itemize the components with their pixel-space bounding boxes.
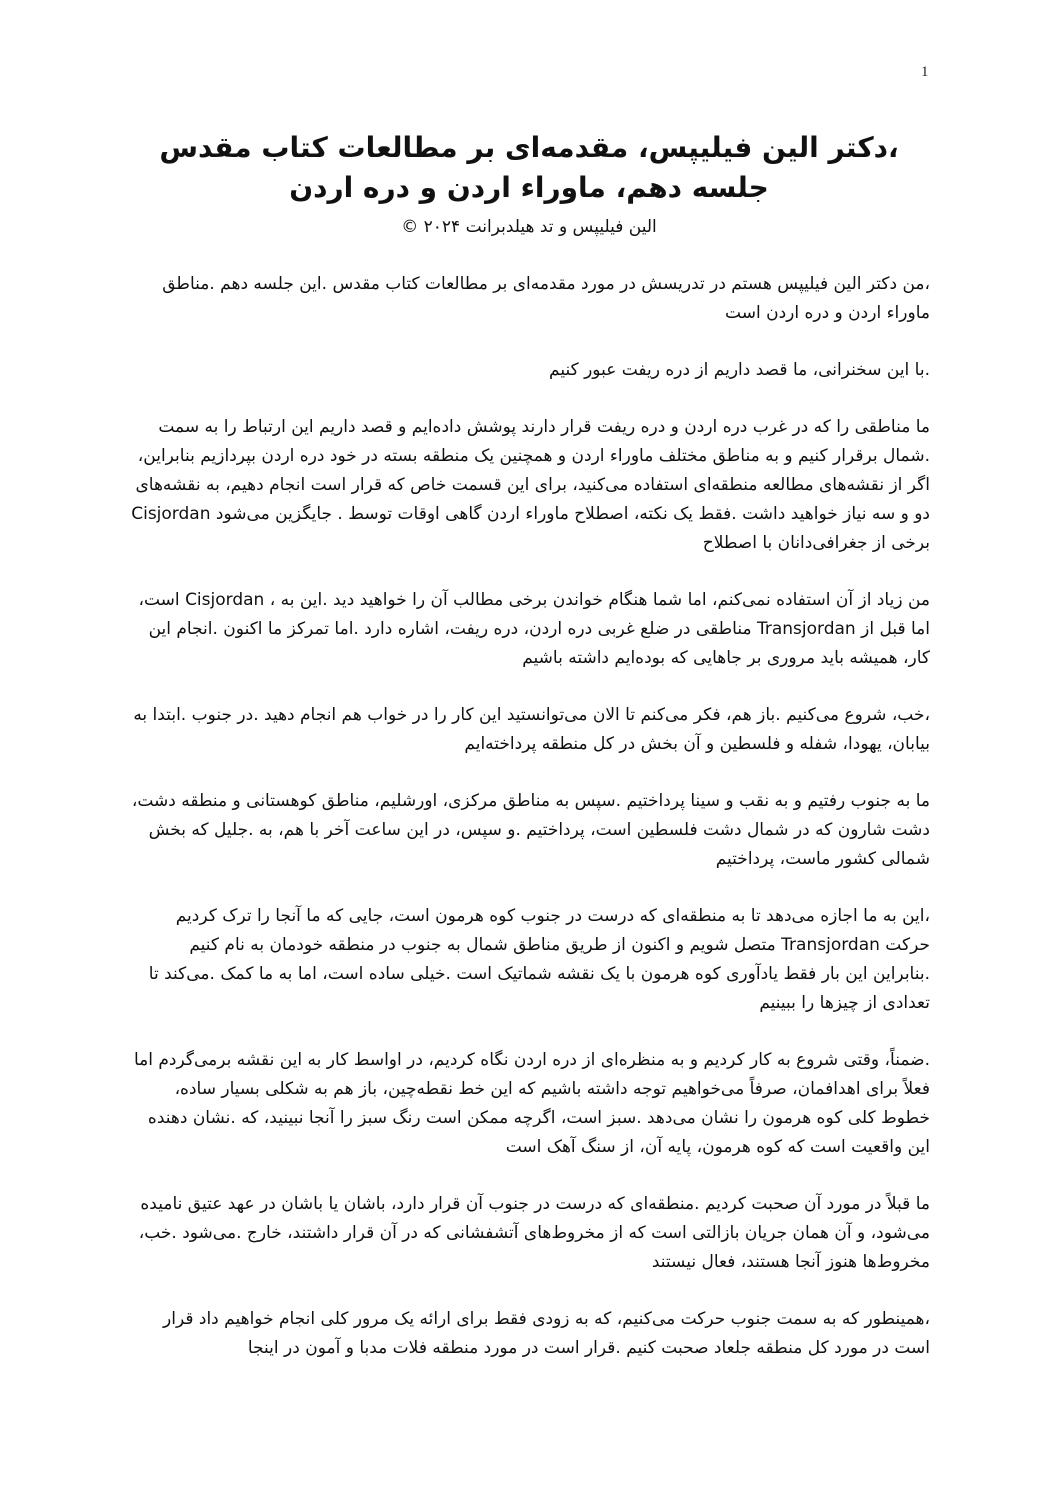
page-number: 1 bbox=[921, 64, 929, 80]
paragraph: ما قبلاً در مورد آن صحبت کردیم .منطقه‌ای که درست در جنوب آن قرار دارد، باشان یا باشان در عهد عتیق نامیده می‌شود، و آن همان جریان بازالتی است که از مخروط‌های آتشفشانی که در آن قرار داشتند، خارج .می‌شود .خب، مخروط‌ها هنوز آنجا هستند، فعال نیستند bbox=[138, 1194, 930, 1272]
paragraph: ما مناطقی را که در غرب دره اردن و دره ریفت قرار دارند پوشش داده‌ایم و قصد داریم این ارتباط را به سمت .شمال برقرار کنیم و به مناطق مختلف ماوراء اردن و همچنین یک منطقه بسته در خود دره اردن بپردازیم بنابراین، اگر از نقشه‌های مطالعه منطقه‌ای استفاده می‌کنید، برای این قسمت خاص که قرار است انجام دهیم، به نقشه‌های دو و سه نیاز خواهید داشت .فقط یک نکته، اصطلاح ماوراء اردن گاهی اوقات توسط . جایگزین می‌شود Cisjordan برخی از جغرافی‌دانان با اصطلاح bbox=[131, 417, 930, 553]
document-title-line-2: جلسه دهم، ماوراء اردن و دره اردن bbox=[289, 171, 769, 204]
paragraph: .ضمناً، وقتی شروع به کار کردیم و به منظره‌ای از دره اردن نگاه کردیم، در اواسط کار به این نقشه برمی‌گردم اما فعلاً برای اهدافمان، صرفاً می‌خواهیم توجه داشته باشیم که این خط نقطه‌چین، باز هم به شکلی بسیار ساده، خطوط کلی کوه هرمون را نشان می‌دهد .سبز است، اگرچه ممکن است رنگ سبز را آنجا نبینید، که .نشان دهنده این واقعیت است که کوه هرمون، پایه آن، از سنگ آهک است bbox=[133, 1050, 930, 1157]
paragraph: .با این سخنرانی، ما قصد داریم از دره ریفت عبور کنیم bbox=[549, 360, 930, 380]
paragraph: من زیاد از آن استفاده نمی‌کنم، اما شما هنگام خواندن برخی مطالب آن را خواهید دید .این به ، Cisjordan است، اما قبل از Transjordan مناطقی در ضلع غربی دره اردن، دره ریفت، اشاره دارد .اما تمرکز ما اکنون .انجام این کار، همیشه باید مروری بر جاهایی که بوده‌ایم داشته باشیم bbox=[138, 590, 930, 668]
paragraph: ،من دکتر الین فیلیپس هستم در تدریسش در مورد مقدمه‌ای بر مطالعات کتاب مقدس .این جلسه دهم .مناطق ماوراء اردن و دره اردن است bbox=[162, 274, 930, 323]
document-body bbox=[128, 270, 930, 1391]
copyright-line: الین فیلیپس و تد هیلدبرانت ۲۰۲۴ © bbox=[401, 217, 657, 237]
paragraph: ،این به ما اجازه می‌دهد تا به منطقه‌ای که درست در جنوب کوه هرمون است، جایی که ما آنجا را ترک کردیم حرکت Transjordan متصل شویم و اکنون از طریق مناطق شمال به جنوب در منطقه خودمان به نام کنیم .بنابراین این بار فقط یادآوری کوه هرمون با یک نقشه شماتیک است .خیلی ساده است، اما به ما کمک .می‌کند تا تعدادی از چیزها را ببینیم bbox=[148, 906, 930, 1013]
document-header bbox=[128, 128, 930, 242]
paragraph: ،خب، شروع می‌کنیم .باز هم، فکر می‌کنم تا الان می‌توانستید این کار را در خواب هم انجام دهید .در جنوب .ابتدا به بیابان، یهودا، شفله و فلسطین و آن بخش در کل منطقه پرداخته‌ایم bbox=[133, 705, 930, 754]
paragraph: ما به جنوب رفتیم و به نقب و سینا پرداختیم .سپس به مناطق مرکزی، اورشلیم، مناطق کوهستانی و منطقه دشت، دشت شارون که در شمال دشت فلسطین است، پرداختیم .و سپس، در این ساعت آخر با هم، به .جلیل که بخش شمالی کشور ماست، پرداختیم bbox=[131, 791, 930, 869]
document-title-line-1: ،دکتر الین فیلیپس، مقدمه‌ای بر مطالعات کتاب مقدس bbox=[159, 131, 899, 164]
paragraph: ،همینطور که به سمت جنوب حرکت می‌کنیم، که به زودی فقط برای ارائه یک مرور کلی انجام خواهیم داد قرار است در مورد کل منطقه جلعاد صحبت کنیم .قرار است در مورد منطقه فلات مدبا و آمون در اینجا bbox=[163, 1309, 930, 1358]
